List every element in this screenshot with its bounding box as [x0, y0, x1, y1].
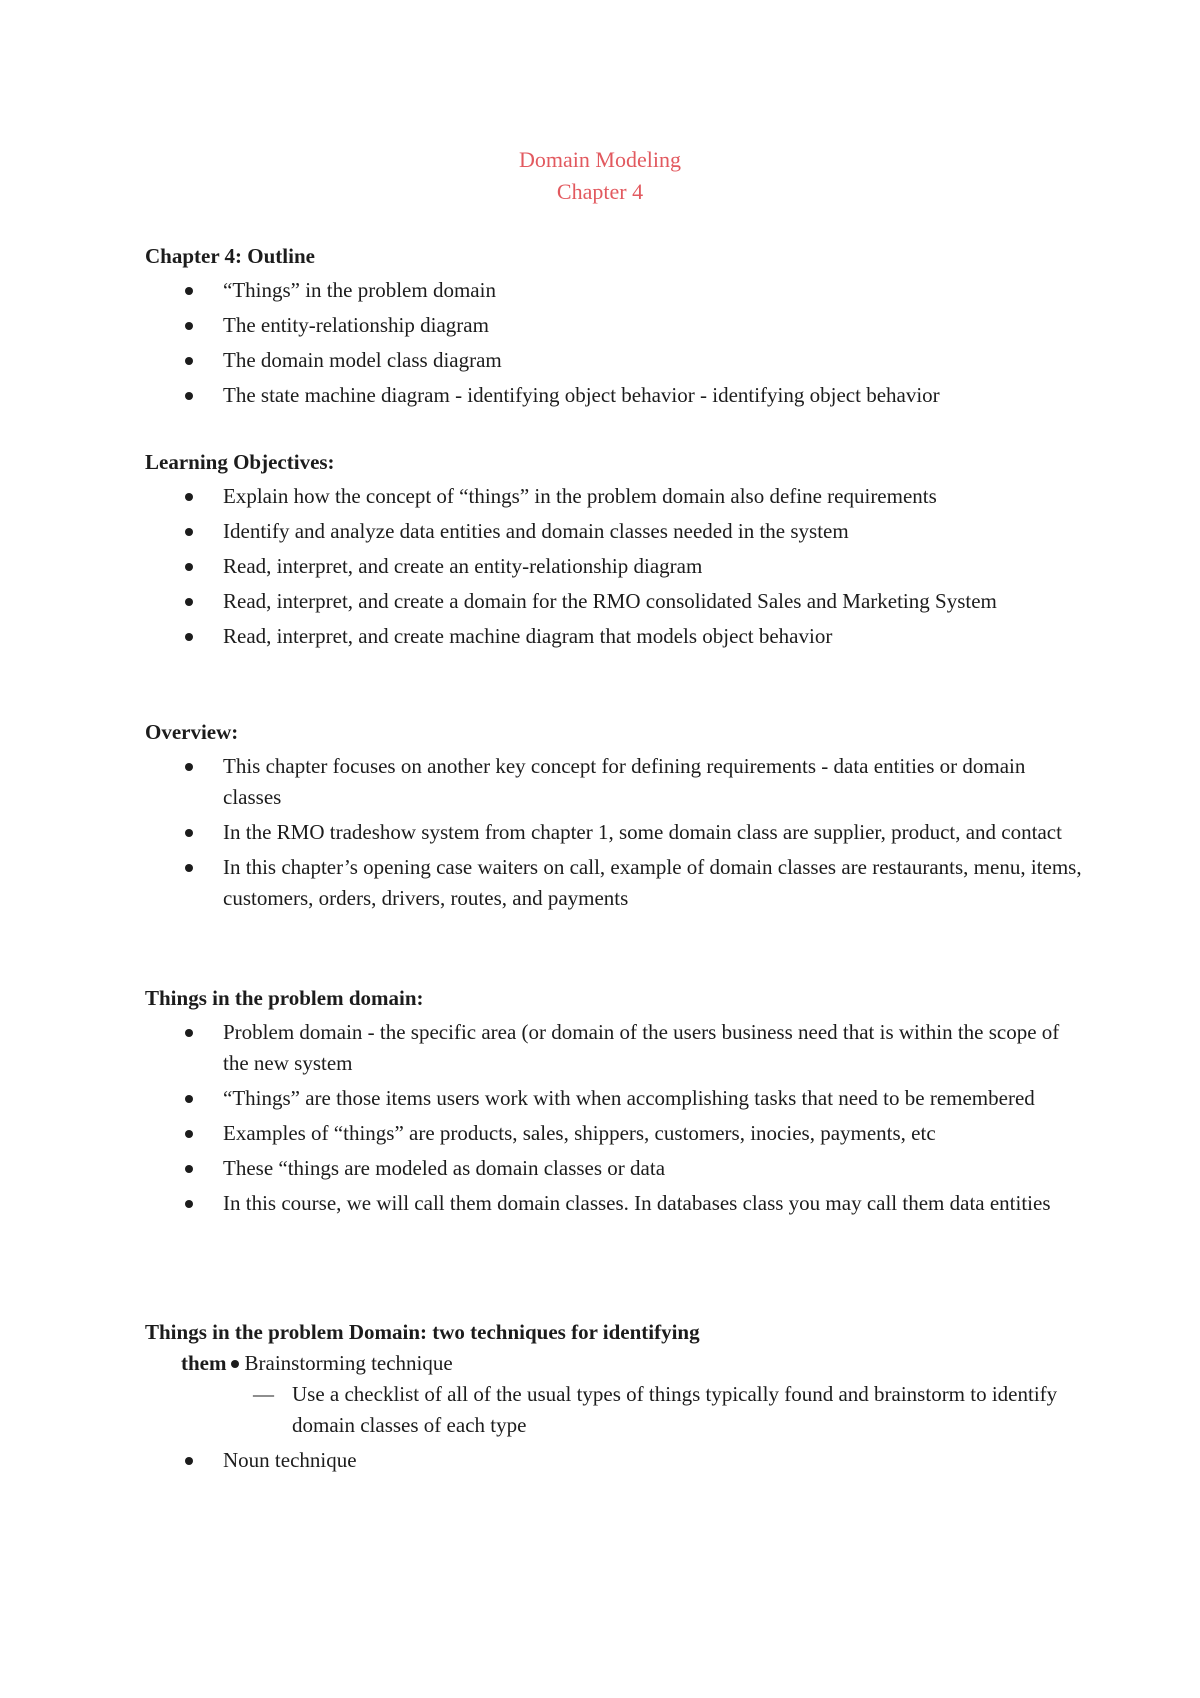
bullet-icon	[185, 563, 193, 571]
bullet-icon	[185, 287, 193, 295]
list-item: This chapter focuses on another key concept for defining requirements - data entities or domain classes	[145, 751, 1085, 813]
objectives-list	[145, 481, 1085, 652]
bullet-icon	[185, 633, 193, 641]
list-item: Problem domain - the specific area (or domain of the users business need that is within the scope of the new system	[145, 1017, 1085, 1079]
list-item: Read, interpret, and create an entity-relationship diagram	[145, 551, 1085, 582]
list-item: Read, interpret, and create machine diagram that models object behavior	[145, 621, 1085, 652]
dash-icon: —	[253, 1382, 274, 1406]
title-line-1: Domain Modeling	[519, 147, 681, 172]
brainstorming-technique: Brainstorming technique	[244, 1351, 453, 1375]
title-line-2: Chapter 4	[556, 179, 644, 204]
bullet-icon	[185, 392, 193, 400]
them-word: them	[181, 1351, 227, 1375]
things-section	[145, 982, 1085, 1223]
bullet-icon	[185, 1200, 193, 1208]
list-item: Noun technique	[145, 1445, 1085, 1476]
document-title	[0, 144, 1200, 208]
bullet-icon	[185, 864, 193, 872]
bullet-icon	[185, 1457, 193, 1465]
outline-list	[145, 275, 1085, 411]
overview-section	[145, 716, 1085, 918]
bullet-icon	[185, 322, 193, 330]
sub-list-item: — Use a checklist of all of the usual types of things typically found and brainstorm to identify domain classes of each type	[145, 1379, 1085, 1441]
things-heading: Things in the problem domain:	[145, 986, 424, 1010]
techniques-section	[145, 1316, 1085, 1480]
techniques-list	[145, 1445, 1085, 1476]
list-item: The state machine diagram - identifying object behavior - identifying object behavior	[145, 380, 1085, 411]
overview-list	[145, 751, 1085, 914]
bullet-icon	[231, 1360, 239, 1368]
outline-heading: Chapter 4: Outline	[145, 244, 315, 268]
techniques-heading: Things in the problem Domain: two techniques for identifying	[145, 1320, 700, 1344]
list-item: In the RMO tradeshow system from chapter 1, some domain class are supplier, product, and contact	[145, 817, 1085, 848]
bullet-icon	[185, 357, 193, 365]
list-item: In this chapter’s opening case waiters on call, example of domain classes are restaurants, menu, items, customers, orders, drivers, routes, and payments	[145, 852, 1085, 914]
objectives-section	[145, 446, 1085, 656]
list-item: Examples of “things” are products, sales, shippers, customers, inocies, payments, etc	[145, 1118, 1085, 1149]
bullet-icon	[185, 1029, 193, 1037]
objectives-heading: Learning Objectives:	[145, 450, 335, 474]
bullet-icon	[185, 829, 193, 837]
bullet-icon	[185, 763, 193, 771]
list-item: “Things” in the problem domain	[145, 275, 1085, 306]
bullet-icon	[185, 1165, 193, 1173]
list-item: The domain model class diagram	[145, 345, 1085, 376]
things-list	[145, 1017, 1085, 1219]
overview-heading: Overview:	[145, 720, 239, 744]
bullet-icon	[185, 528, 193, 536]
list-item: “Things” are those items users work with when accomplishing tasks that need to be remembered	[145, 1083, 1085, 1114]
list-item: These “things are modeled as domain classes or data	[145, 1153, 1085, 1184]
them-line	[145, 1348, 1085, 1379]
list-item: Identify and analyze data entities and domain classes needed in the system	[145, 516, 1085, 547]
list-item: Explain how the concept of “things” in the problem domain also define requirements	[145, 481, 1085, 512]
bullet-icon	[185, 1095, 193, 1103]
list-item: The entity-relationship diagram	[145, 310, 1085, 341]
list-item: In this course, we will call them domain classes. In databases class you may call them data entities	[145, 1188, 1085, 1219]
outline-section	[145, 240, 1085, 415]
bullet-icon	[185, 493, 193, 501]
list-item: Read, interpret, and create a domain for the RMO consolidated Sales and Marketing System	[145, 586, 1085, 617]
bullet-icon	[185, 598, 193, 606]
bullet-icon	[185, 1130, 193, 1138]
